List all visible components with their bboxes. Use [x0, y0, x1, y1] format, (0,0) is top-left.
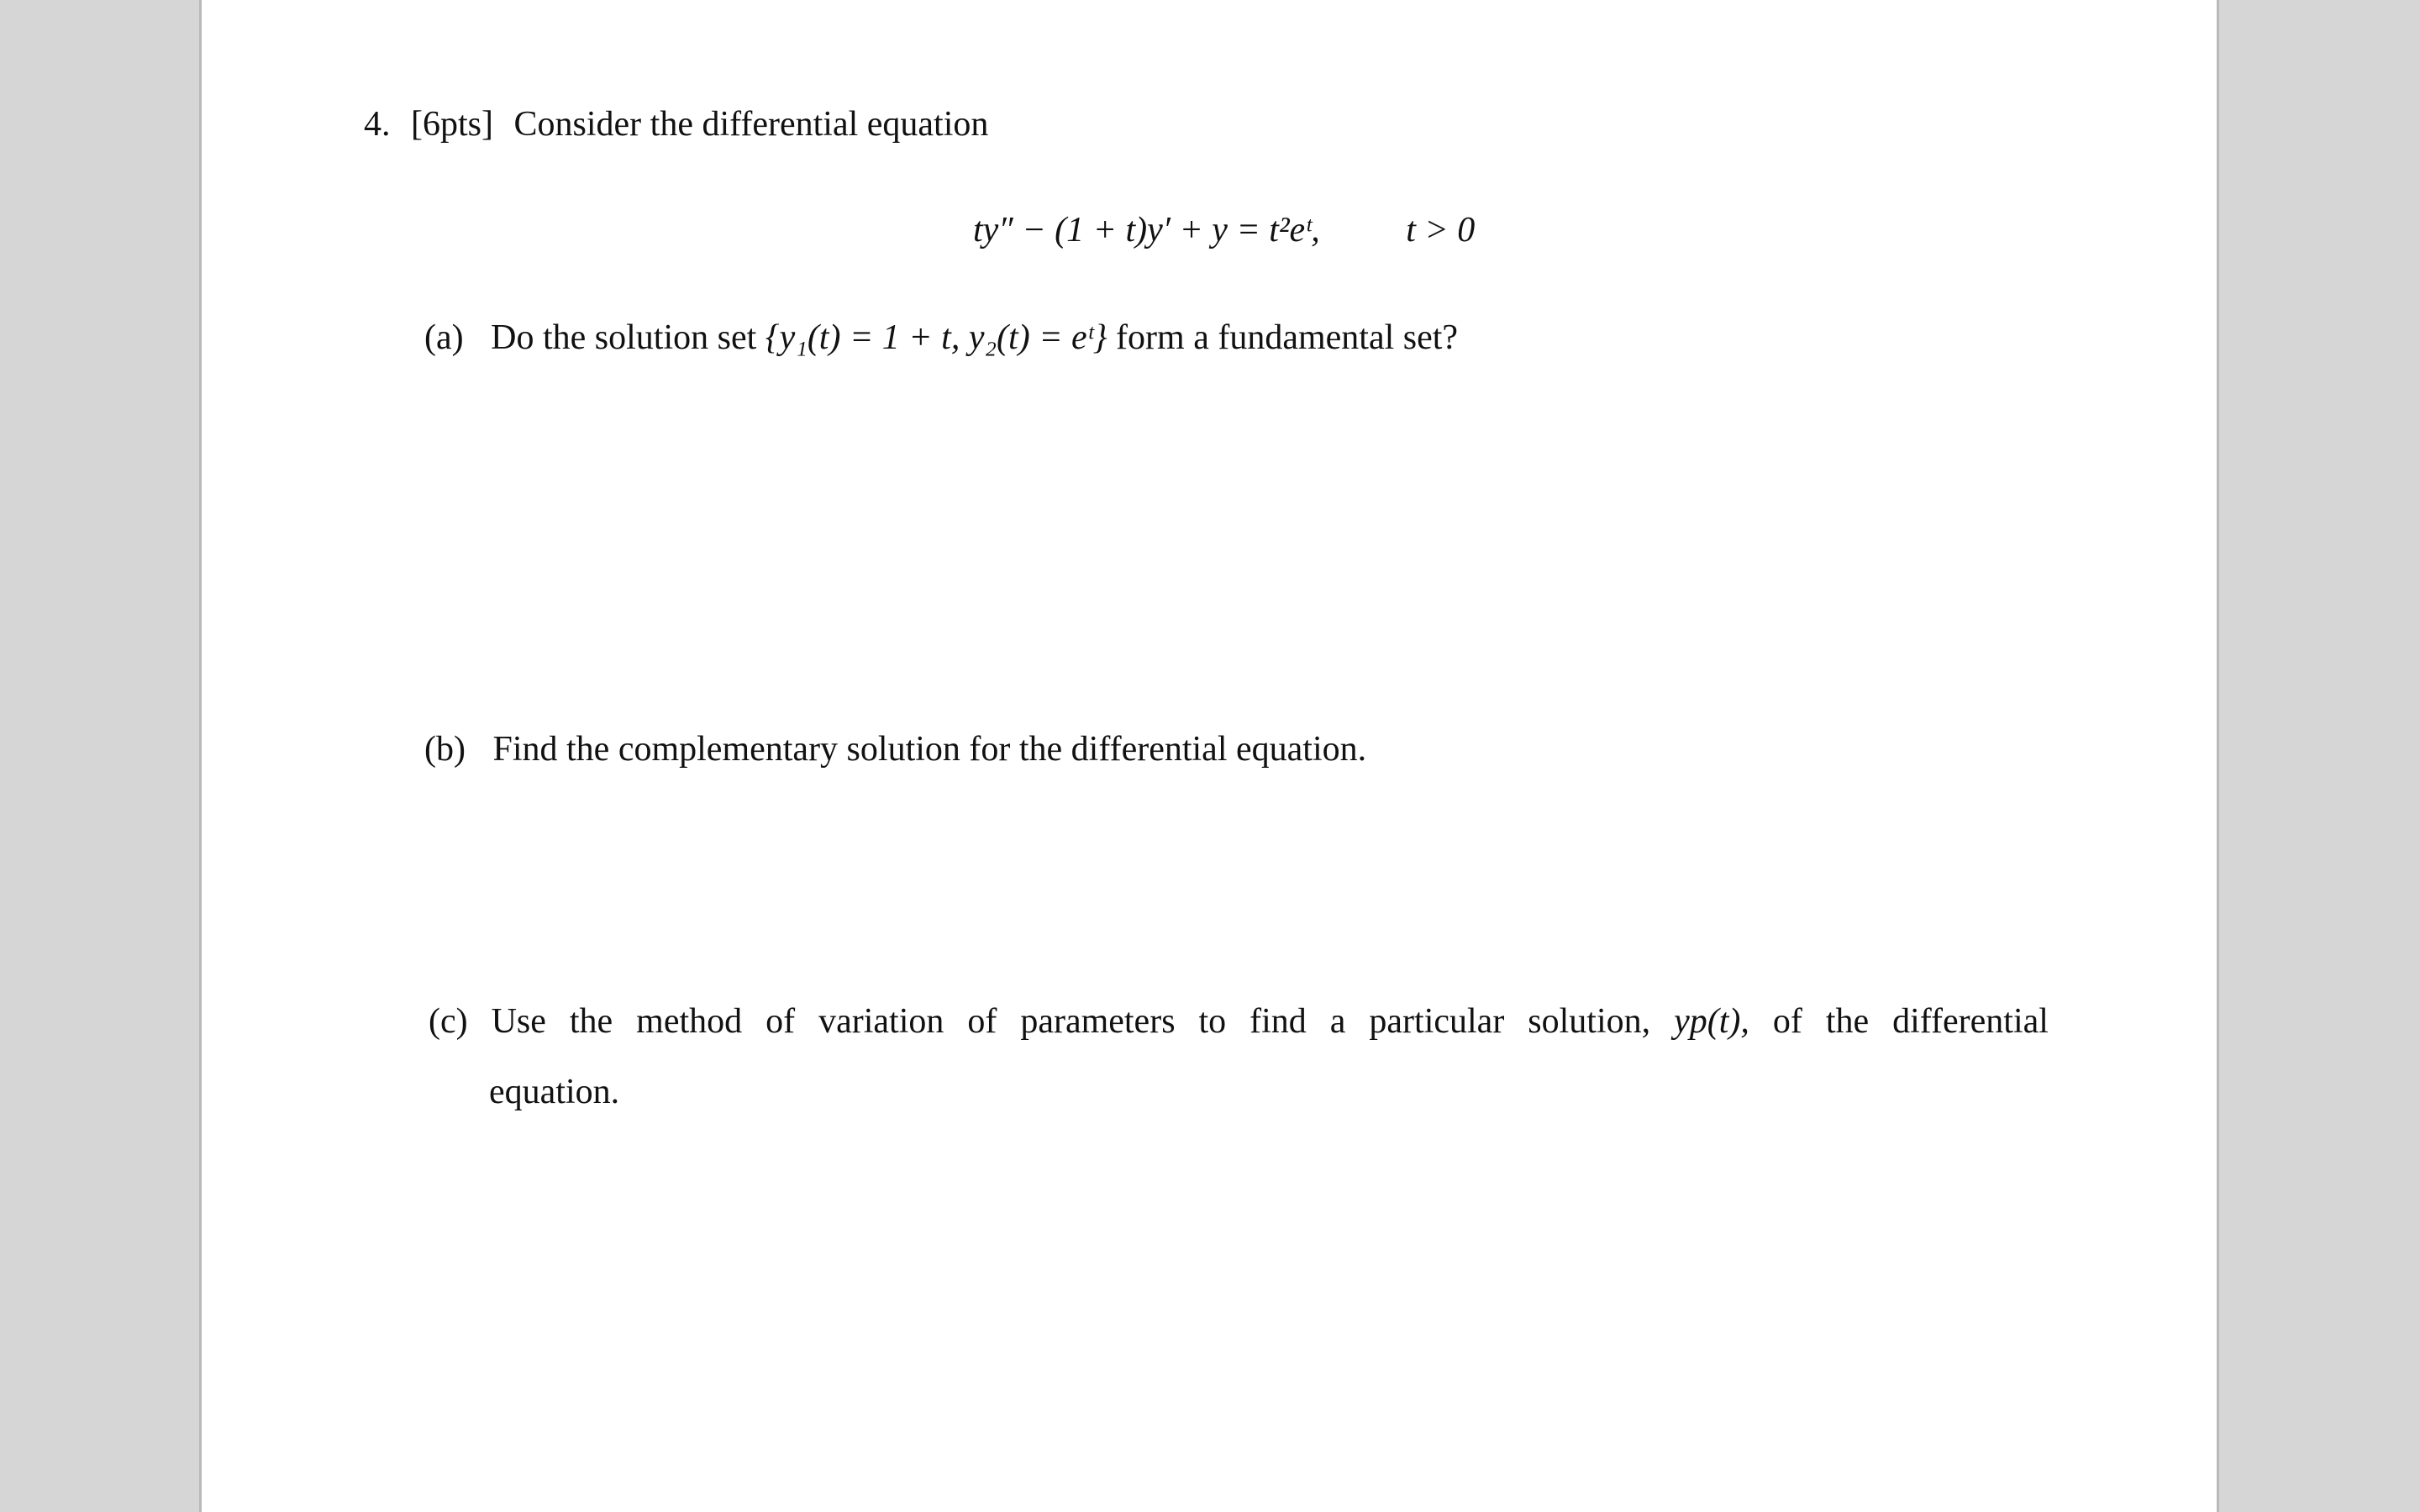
part-a-solution-set: {y₁(t) = 1 + t, y₂(t) = eᵗ}	[765, 318, 1107, 357]
part-c-word: parameters	[1020, 1002, 1176, 1041]
question-header	[364, 102, 988, 146]
part-b-label: (b)	[424, 730, 466, 769]
part-c-word: of	[1772, 1002, 1802, 1041]
part-c-label: (c)	[429, 1002, 468, 1041]
part-a-text-after: form a fundamental set?	[1116, 318, 1459, 357]
part-c-word: method	[636, 1002, 743, 1041]
part-c-word: of	[967, 1002, 997, 1041]
question-prompt: Consider the differential equation	[513, 105, 989, 144]
equation-condition: t > 0	[1406, 211, 1476, 249]
part-b-text: Find the complementary solution for the differential equation.	[492, 730, 1367, 769]
part-c-word: particular	[1369, 1002, 1505, 1041]
part-c-word: Use	[491, 1002, 546, 1041]
equation-lhs: ty″ − (1 + t)y′ + y = t²eᵗ,	[973, 211, 1320, 249]
part-c-word: a	[1329, 1002, 1346, 1041]
differential-equation	[973, 208, 1475, 252]
part-c-word: the	[569, 1002, 613, 1041]
part-c-continuation: equation.	[489, 1073, 620, 1111]
part-a-label: (a)	[424, 318, 464, 357]
part-c-word: variation	[818, 1002, 944, 1041]
part-c-word: of	[765, 1002, 796, 1041]
part-c	[429, 1000, 2049, 1043]
question-number: 4.	[364, 105, 391, 144]
part-a-text-before: Do the solution set	[491, 318, 757, 357]
part-c-word: solution,	[1528, 1002, 1651, 1041]
document-page	[199, 0, 2219, 1512]
part-a	[424, 316, 1458, 360]
part-c-word: to	[1198, 1002, 1227, 1041]
part-c-word: differential	[1892, 1002, 2049, 1041]
part-c-particular-solution: yp(t),	[1674, 1002, 1749, 1041]
part-c-word: find	[1249, 1002, 1307, 1041]
part-b	[424, 727, 1366, 771]
question-points: [6pts]	[411, 105, 493, 144]
part-c-word: the	[1825, 1002, 1870, 1041]
